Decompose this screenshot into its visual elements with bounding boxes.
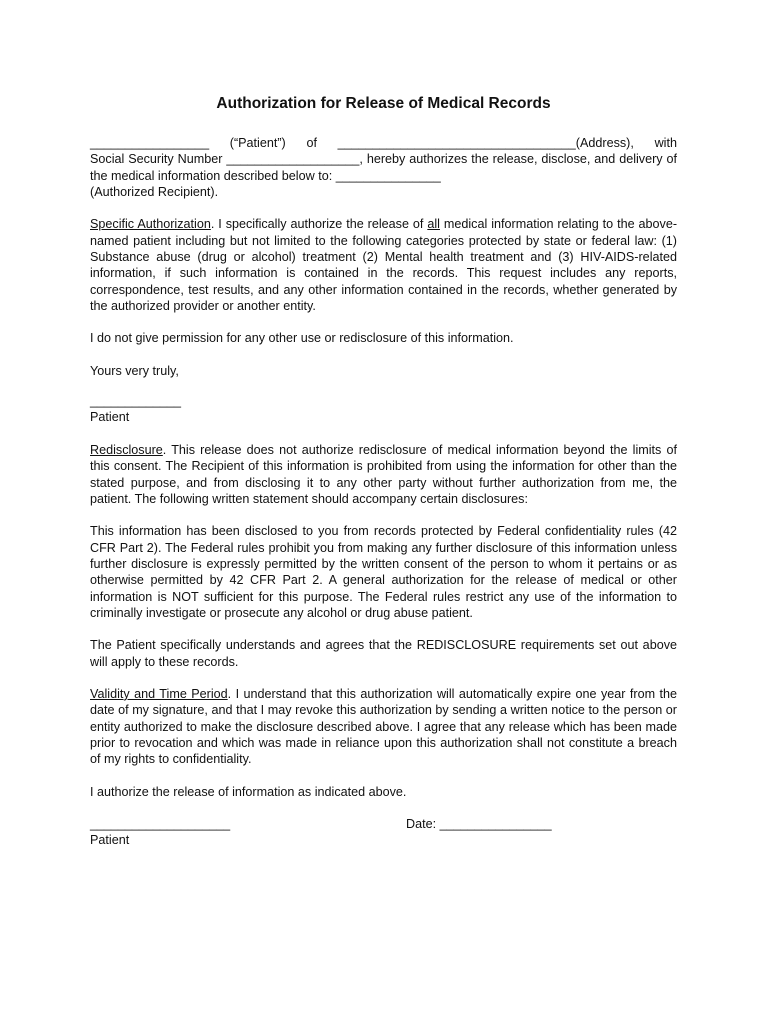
document-page <box>90 94 677 848</box>
recipient-label: (Authorized Recipient). <box>90 185 219 200</box>
signature-line-1: _____________ <box>90 394 182 409</box>
specific-authorization-paragraph <box>90 216 677 314</box>
address-group <box>338 135 634 151</box>
intro-paragraph <box>90 135 677 200</box>
with-word: with <box>654 136 677 150</box>
authorize-final-paragraph: I authorize the release of information as indicated above. <box>90 784 407 799</box>
patient-name-blank: _________________ <box>90 136 210 150</box>
signature-label-2: Patient <box>90 833 130 847</box>
specific-authorization-heading: Specific Authorization <box>90 217 211 232</box>
signature-block-1 <box>90 393 677 426</box>
signature-row-2 <box>90 816 677 832</box>
date-label: Date: <box>406 817 437 831</box>
signature-line-2: ____________________ <box>90 817 231 831</box>
patient-label: (“Patient”) <box>229 136 286 150</box>
specific-text-1: . I specifically authorize the release of <box>210 217 424 232</box>
no-permission-paragraph: I do not give permission for any other use or redisclosure of this information. <box>90 331 514 346</box>
date-field <box>406 816 552 832</box>
date-line: ________________ <box>439 817 552 831</box>
validity-text: . I understand that this authorization will automatically expire one year from the date of my signature, and that I may revoke this authorization by sending a written notice to the person or entity authorized to make the disclosure described above. I agree that any release which has been made prior to revocation and which was made in reliance upon this authorization shall not constitute a breach of my rights to confidentiality. <box>90 686 677 767</box>
understands-paragraph: The Patient specifically understands and agrees that the REDISCLOSURE requirements set out above will apply to these records. <box>90 638 677 669</box>
authorizes-text: , hereby authorizes the release, disclose, and delivery of the medical information described below to: <box>90 152 678 183</box>
intro-rest <box>90 151 677 200</box>
of-word: of <box>306 136 317 150</box>
address-label: (Address), <box>575 136 634 150</box>
address-blank: __________________________________ <box>337 136 576 150</box>
signature-label-1: Patient <box>90 410 130 425</box>
all-word: all <box>427 217 440 232</box>
redisclosure-paragraph <box>90 442 677 507</box>
redisclosure-heading: Redisclosure <box>90 442 163 457</box>
federal-statement-paragraph: This information has been disclosed to you from records protected by Federal confidentiality rules (42 CFR Part 2). The Federal rules prohibit you from making any further disclosure of this information unless further disclosure is expressly permitted by the written consent of the person to whom it pertains or as otherwise permitted by 42 CFR Part 2. A general authorization for the release of medical or other information is NOT sufficient for this purpose. The Federal rules restrict any use of the information to criminally investigate or prosecute any alcohol or drug abuse patient. <box>90 524 677 620</box>
ssn-text: Social Security Number <box>90 152 223 167</box>
signature-block-2 <box>90 816 677 848</box>
ssn-blank: ___________________ <box>226 152 360 167</box>
closing-line: Yours very truly, <box>90 363 179 378</box>
specific-text-2: medical information relating to the above-named patient including but not limited to the following categories protected by state or federal law: (1) Substance abuse (drug or alcohol) treatment (2) Mental health treatment and (3) HIV-AIDS-related information, if such information is contained in the records. This request includes any reports, correspondence, test results, and any other information contained in the records, whether generated by the authorized provider or another entity. <box>90 217 678 314</box>
redisclosure-text: . This release does not authorize redisclosure of medical information beyond the limits of this consent. The Recipient of this information is prohibited from using the information for other than the stated purpose, and from disclosing it to any other party without further authorization from me, the patient. The following written statement should accompany certain disclosures: <box>90 442 677 506</box>
document-title: Authorization for Release of Medical Records <box>216 95 551 112</box>
recipient-blank: _______________ <box>335 168 441 183</box>
intro-line-1 <box>90 135 677 151</box>
validity-paragraph <box>90 686 677 768</box>
validity-heading: Validity and Time Period <box>90 686 228 701</box>
